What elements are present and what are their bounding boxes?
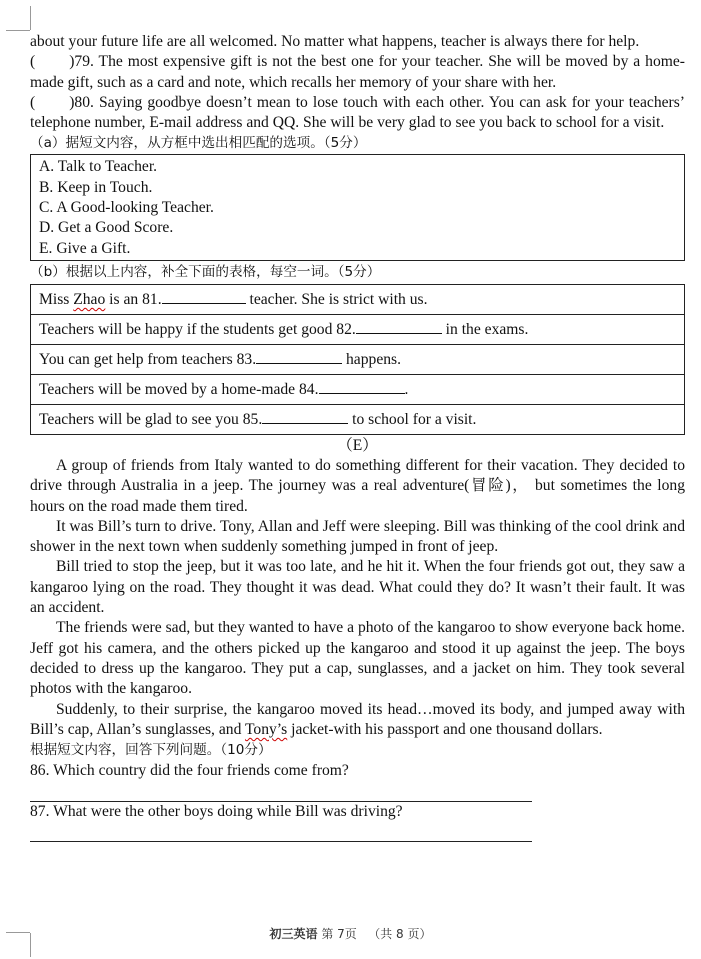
passage-paragraph: Bill tried to stop the jeep, but it was too late, and he hit it. When the four friends got out, they saw a kangaroo lying on the road. They thought it was dead. What could they do? It wasn’t their fault. It was an accident.: [30, 558, 685, 617]
crop-mark: [30, 6, 31, 30]
footer-page: 第 7页: [321, 927, 357, 941]
table-row: [31, 374, 685, 404]
section-e-title: （E）: [337, 436, 378, 454]
answer-line-86[interactable]: [30, 781, 532, 802]
passage-paragraph: It was Bill’s turn to drive. Tony, Allan and Jeff were sleeping. Bill was thinking of the cool drink and shower in the next town when suddenly something jumped in front of jeep.: [30, 517, 685, 556]
table-cell: You can get help from teachers 83. happens.: [31, 344, 685, 374]
question-86: 86. Which country did the four friends come from?: [30, 762, 349, 780]
question-79: ( )79. The most expensive gift is not the best one for your teacher. She will be moved by a home-made gift, such as a card and note, which recalls her memory of your share with her.: [30, 53, 685, 91]
blank-84[interactable]: [319, 379, 405, 394]
table-cell: Teachers will be happy if the students get good 82. in the exams.: [31, 314, 685, 344]
option-a: A. Talk to Teacher.: [39, 158, 158, 176]
question-87: 87. What were the other boys doing while Bill was driving?: [30, 803, 403, 821]
answer-paren-79[interactable]: ( ): [30, 53, 75, 71]
table-row: [31, 344, 685, 374]
option-e: E. Give a Gift.: [39, 239, 131, 257]
page-footer: [0, 925, 701, 942]
options-box: [30, 154, 685, 260]
passage-paragraph: A group of friends from Italy wanted to do something different for their vacation. They decided to drive through Australia in a jeep. The journey was a real adventure(冒险)， but sometimes the long hours on the road made them tired.: [30, 456, 685, 515]
table-cell: Teachers will be glad to see you 85. to school for a visit.: [31, 404, 685, 434]
blank-83[interactable]: [256, 349, 342, 364]
passage-paragraph: The friends were sad, but they wanted to have a photo of the kangaroo to show everyone back home. Jeff got his camera, and the others picked up the kangaroo and stood it up against the jeep. The boys decided to dress up the kangaroo. They put a cap, sunglasses, and a jacket on him. They took several photos with the kangaroo.: [30, 619, 685, 698]
table-cell: Teachers will be moved by a home-made 84. .: [31, 374, 685, 404]
answer-line-87[interactable]: [30, 823, 532, 842]
blank-81[interactable]: [162, 289, 246, 304]
table-cell: Miss Zhao is an 81. teacher. She is strict with us.: [31, 284, 685, 314]
option-b: B. Keep in Touch.: [39, 178, 153, 196]
fill-in-table: [30, 284, 685, 435]
question-80: ( )80. Saying goodbye doesn’t mean to lose touch with each other. You can ask for your teachers’ telephone number, E-mail address and QQ. She will be very glad to see you back to school for a visit.: [30, 93, 685, 132]
footer-subject: 初三英语: [269, 927, 318, 941]
option-d: D. Get a Good Score.: [39, 219, 174, 237]
table-row: [31, 404, 685, 434]
option-c: C. A Good-looking Teacher.: [39, 199, 214, 217]
name-zhao: Zhao: [73, 290, 106, 308]
name-tonys: Tony’s: [244, 720, 288, 738]
blank-82[interactable]: [356, 319, 442, 334]
passage-paragraph: Suddenly, to their surprise, the kangaroo moved its head…moved its body, and jumped away with Bill’s cap, Allan’s sunglasses, and Tony’s jacket-with his passport and one thousand dollars.: [30, 700, 685, 738]
footer-total: （共 8 页）: [368, 927, 432, 941]
part-b-instruction: （b）根据以上内容，补全下面的表格，每空一词。（5分）: [30, 263, 381, 280]
part-a-instruction: （a）据短文内容，从方框中选出相匹配的选项。（5分）: [30, 135, 367, 152]
questions-instruction: 根据短文内容，回答下列问题。（10分）: [30, 742, 272, 759]
table-row: [31, 284, 685, 314]
document-page: [30, 32, 685, 842]
crop-mark: [6, 30, 30, 31]
table-row: [31, 314, 685, 344]
answer-paren-80[interactable]: ( ): [30, 93, 75, 111]
blank-85[interactable]: [262, 409, 348, 424]
paragraph-continued: about your future life are all welcomed. No matter what happens, teacher is always there for help.: [30, 33, 640, 50]
